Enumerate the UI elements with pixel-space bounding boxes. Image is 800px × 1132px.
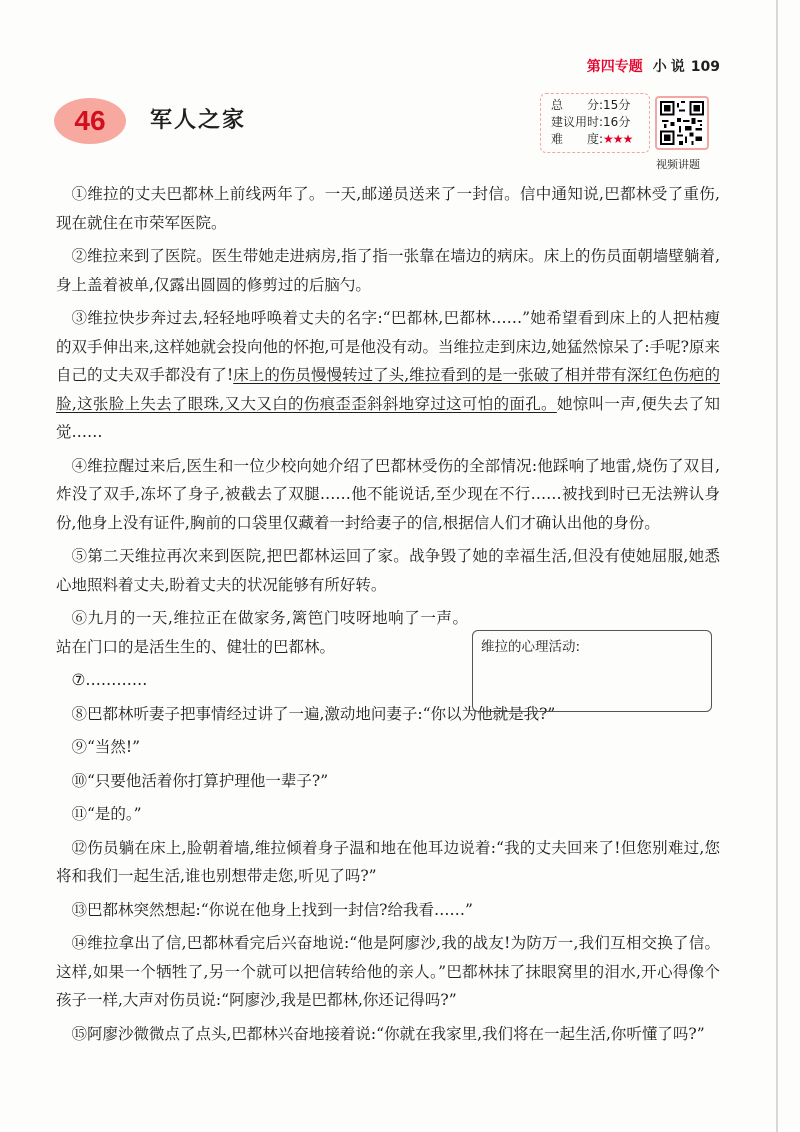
- paragraph-8: ⑧巴都林听妻子把事情经过讲了一遍,激动地问妻子:“你以为他就是我?”: [71, 704, 556, 723]
- lesson-title: 军人之家: [150, 108, 247, 133]
- suggested-time-label: 建议用时:: [551, 115, 604, 129]
- paragraph-9: ⑨“当然!”: [71, 738, 141, 756]
- margin-note-label: 维拉的心理活动:: [481, 639, 581, 655]
- margin-note-box[interactable]: [472, 630, 712, 712]
- qr-code-icon[interactable]: [655, 96, 709, 150]
- paragraph-7: ⑦…………: [71, 671, 148, 689]
- paragraph-6: ⑥九月的一天,维拉正在做家务,篱笆门吱呀地响了一声。站在门口的是活生生的、健壮的巴都林。: [56, 609, 468, 656]
- suggested-time-value: 16分: [603, 115, 631, 129]
- paragraph-14: ⑭维拉拿出了信,巴都林看完后兴奋地说:“他是阿廖沙,我的战友!为防万一,我们互相交换了信。这样,如果一个牺牲了,另一个就可以把信转给他的亲人。”巴都林抹了抹眼窝里的泪水,开心得像个孩子一样,大声对伤员说:“阿廖沙,我是巴都林,你还记得吗?”: [56, 934, 720, 1009]
- paragraph-1: ①维拉的丈夫巴都林上前线两年了。一天,邮递员送来了一封信。信中通知说,巴都林受了重伤,现在就住在市荣军医院。: [56, 185, 720, 232]
- total-score-value: 15分: [603, 98, 631, 112]
- paragraph-2: ②维拉来到了医院。医生带她走进病房,指了指一张靠在墙边的病床。床上的伤员面朝墙壁躺着,身上盖着被单,仅露出圆圆的修剪过的后脑勺。: [56, 247, 720, 294]
- paragraph-3-end: 她惊叫一声,便失去了知觉……: [56, 394, 720, 441]
- paragraph-3-start: ③维拉快步奔过去,轻轻地呼唤着丈夫的名字:“巴都林,巴都林……”她希望看到床上的人把枯瘦的双手伸出来,这样她就会投向他的怀抱,可是他没有动。当维拉走到床边,她猛然惊呆了:手呢?原来自己的丈夫双手都没有了!: [56, 309, 720, 384]
- suggested-time-row: [551, 114, 649, 131]
- paragraph-15: ⑮阿廖沙微微点了点头,巴都林兴奋地接着说:“你就在我家里,我们将在一起生活,你听懂了吗?”: [71, 1024, 705, 1043]
- paragraph-13: ⑬巴都林突然想起:“你说在他身上找到一封信?给我看……”: [71, 900, 473, 919]
- paragraph-10: ⑩“只要他活着你打算护理他一辈子?”: [71, 771, 329, 790]
- running-header: [587, 56, 720, 76]
- page-number: 109: [690, 59, 720, 75]
- passage: [56, 180, 720, 1053]
- paragraph-12: ⑫伤员躺在床上,脸朝着墙,维拉倾着身子温和地在他耳边说着:“我的丈夫回来了!但您别难过,您将和我们一起生活,谁也别想带走您,听见了吗?”: [56, 838, 720, 885]
- paragraph-11: ⑪“是的。”: [71, 805, 142, 823]
- header-topic: 第四专题: [586, 59, 643, 75]
- paragraph-4: ④维拉醒过来后,医生和一位少校向她介绍了巴都林受伤的全部情况:他踩响了地雷,烧伤了双目,炸没了双手,冻坏了身子,被截去了双腿……他不能说话,至少现在不行……被找到时已无法辨认身份,他身上没有证件,胸前的口袋里仅藏着一封给妻子的信,根据信人们才确认出他的身份。: [56, 456, 720, 532]
- difficulty-label: 难 度:: [551, 132, 604, 146]
- total-score-row: [551, 97, 649, 114]
- qr-caption: 视频讲题: [656, 158, 700, 171]
- underlined-sentence: 床上的伤员慢慢转过了头,维拉看到的是一张破了相并带有深红色伤疤的脸,这张脸上失去了眼珠,又大又白的伤痕歪歪斜斜地穿过这可怕的面孔。: [56, 366, 720, 413]
- page-edge: [776, 0, 778, 1132]
- info-box: [540, 93, 650, 153]
- lesson-number-badge: [52, 96, 132, 146]
- paragraph-5: ⑤第二天维拉再次来到医院,把巴都林运回了家。战争毁了她的幸福生活,但没有使她屈服,她悉心地照料着丈夫,盼着丈夫的状况能够有所好转。: [56, 547, 720, 594]
- total-score-label: 总 分:: [551, 98, 604, 112]
- paragraph-3: [56, 304, 720, 447]
- header-section: 小说: [652, 59, 689, 75]
- difficulty-stars: ★★★: [603, 132, 633, 146]
- lesson-number: 46: [74, 105, 106, 136]
- qr-pattern: [660, 101, 704, 145]
- difficulty-row: [551, 131, 649, 148]
